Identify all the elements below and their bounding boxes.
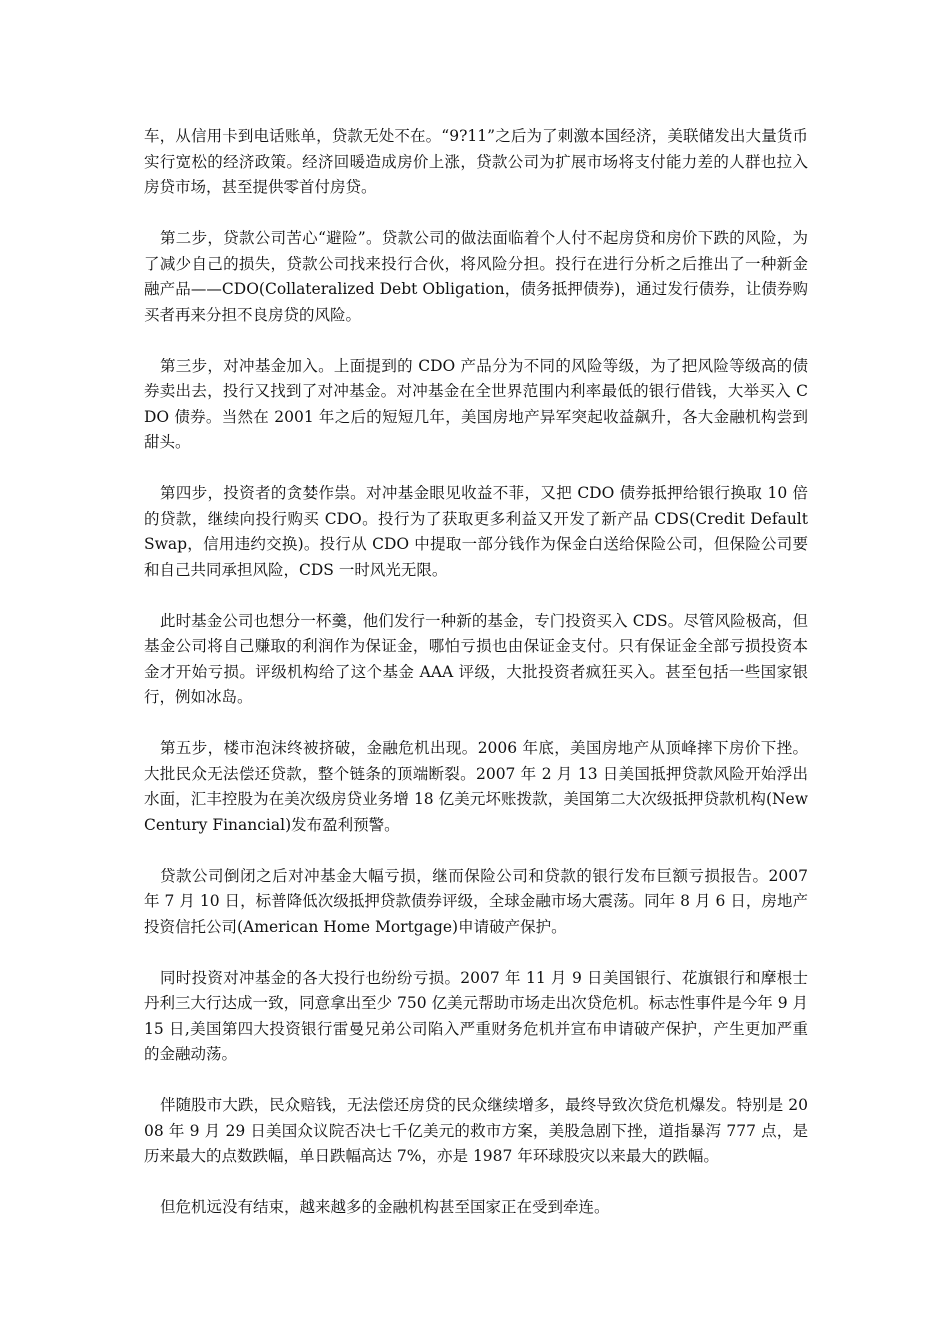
paragraph: 第二步，贷款公司苦心“避险”。贷款公司的做法面临着个人付不起房贷和房价下跌的风险，为了减少自己的损失，贷款公司找来投行合伙，将风险分担。投行在进行分析之后推出了一种新金融产品——CDO(Collateralized Debt Obligation，债务抵押债券)，通过发行债券，让债券购买者再来分担不良房贷的风险。: [144, 229, 808, 324]
paragraph: 此时基金公司也想分一杯羹，他们发行一种新的基金，专门投资买入 CDS。尽管风险极高，但基金公司将自己赚取的利润作为保证金，哪怕亏损也由保证金支付。只有保证金全部亏损投资本金才开始亏损。评级机构给了这个基金 AAA 评级，大批投资者疯狂买入。甚至包括一些国家银行，例如冰岛。: [144, 611, 808, 706]
paragraph: 同时投资对冲基金的各大投行也纷纷亏损。2007 年 11 月 9 日美国银行、花旗银行和摩根士丹利三大行达成一致，同意拿出至少 750 亿美元帮助市场走出次贷危机。标志性事件是今年 9 月 15 日,美国第四大投资银行雷曼兄弟公司陷入严重财务危机并宣布申请破产保护，产生更加严重的金融动荡。: [144, 968, 808, 1063]
document-body: [144, 124, 808, 1246]
paragraph: 但危机远没有结束，越来越多的金融机构甚至国家正在受到牵连。: [160, 1198, 610, 1216]
paragraph: 第三步，对冲基金加入。上面提到的 CDO 产品分为不同的风险等级，为了把风险等级高的债券卖出去，投行又找到了对冲基金。对冲基金在全世界范围内利率最低的银行借钱，大举买入 CDO 债券。当然在 2001 年之后的短短几年，美国房地产异军突起收益飙升，各大金融机构尝到甜头。: [144, 356, 808, 451]
paragraph: 车，从信用卡到电话账单，贷款无处不在。“9?11”之后为了刺激本国经济，美联储发出大量货币实行宽松的经济政策。经济回暖造成房价上涨，贷款公司为扩展市场将支付能力差的人群也拉入房贷市场，甚至提供零首付房贷。: [144, 127, 808, 196]
paragraph: 贷款公司倒闭之后对冲基金大幅亏损，继而保险公司和贷款的银行发布巨额亏损报告。2007 年 7 月 10 日，标普降低次级抵押贷款债券评级，全球金融市场大震荡。同年 8 月 6 日，房地产投资信托公司(American Home Mortgage)申请破产保护。: [144, 866, 808, 936]
paragraph: 第四步，投资者的贪婪作祟。对冲基金眼见收益不菲，又把 CDO 债券抵押给银行换取 10 倍的贷款，继续向投行购买 CDO。投行为了获取更多利益又开发了新产品 CDS(Credit Default Swap，信用违约交换)。投行从 CDO 中提取一部分钱作为保金白送给保险公司，但保险公司要和自己共同承担风险，CDS 一时风光无限。: [144, 484, 808, 579]
paragraph: 第五步，楼市泡沫终被挤破，金融危机出现。2006 年底，美国房地产从顶峰摔下房价下挫。大批民众无法偿还贷款，整个链条的顶端断裂。2007 年 2 月 13 日美国抵押贷款风险开始浮出水面，汇丰控股为在美次级房贷业务增 18 亿美元坏账拨款，美国第二大次级抵押贷款机构(New Century Financial)发布盈利预警。: [144, 739, 808, 834]
paragraph: 伴随股市大跌，民众赔钱，无法偿还房贷的民众继续增多，最终导致次贷危机爆发。特别是 2008 年 9 月 29 日美国众议院否决七千亿美元的救市方案，美股急剧下挫，道指暴泻 777 点，是历来最大的点数跌幅，单日跌幅高达 7%，亦是 1987 年环球股灾以来最大的跌幅。: [144, 1096, 808, 1165]
